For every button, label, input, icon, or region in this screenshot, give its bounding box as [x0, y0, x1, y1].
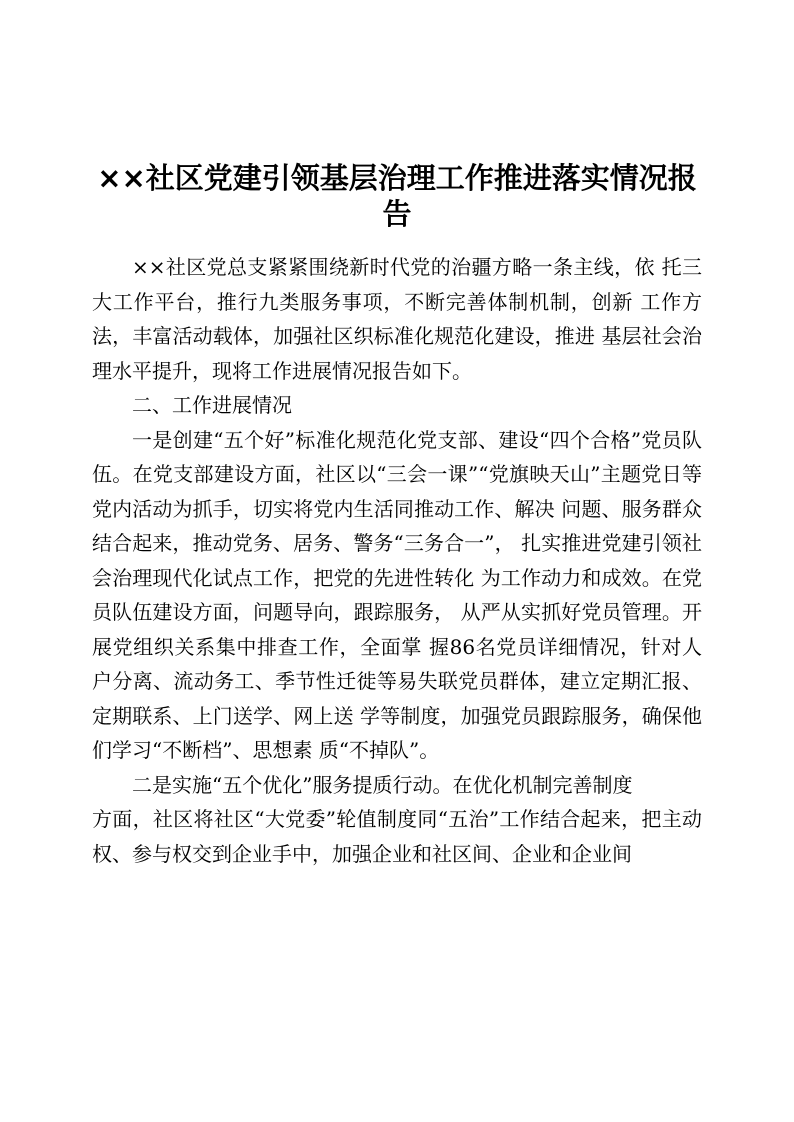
paragraph-intro: ××社区党总支紧紧围绕新时代党的治疆方略一条主线，依 托三大工作平台，推行九类服务事项，不断完善体制机制，创新 工作方法，丰富活动载体，加强社区织标准化规范化建设，推进 基层社会治理水平提升，现将工作进展情况报告如下。: [92, 255, 702, 383]
paragraph-two-continued: 方面，社区将社区“大党委”轮值制度同“五治”工作结合起来，把主动权、参与权交到企业手中，加强企业和社区间、企业和企业间: [92, 807, 702, 866]
paragraph-two: 二是实施“五个优化”服务提质行动。在优化机制完善制度: [132, 772, 633, 797]
section-heading: 二、工作进展情况: [132, 393, 292, 417]
document-body: [92, 250, 702, 871]
paragraph-one: 一是创建“五个好”标准化规范化党支部、建设“四个合格”党员队伍。在党支部建设方面，社区以“三会一课”“党旗映天山”主题党日等党内活动为抓手，切实将党内生活同推动工作、解决 问题、服务群众结合起来，推动党务、居务、警务“三务合一”， 扎实推进党建引领社会治理现代化试点工作，把党的先进性转化 为工作动力和成效。在党员队伍建设方面，问题导向，跟踪服务， 从严从实抓好党员管理。开展党组织关系集中排查工作，全面掌 握86名党员详细情况，针对人户分离、流动务工、季节性迁徙等易失联党员群体，建立定期汇报、定期联系、上门送学、网上送 学等制度，加强党员跟踪服务，确保他们学习“不断档”、思想素 质“不掉队”。: [92, 427, 702, 762]
document-title: ××社区党建引领基层治理工作推进落实情况报告: [97, 161, 697, 231]
